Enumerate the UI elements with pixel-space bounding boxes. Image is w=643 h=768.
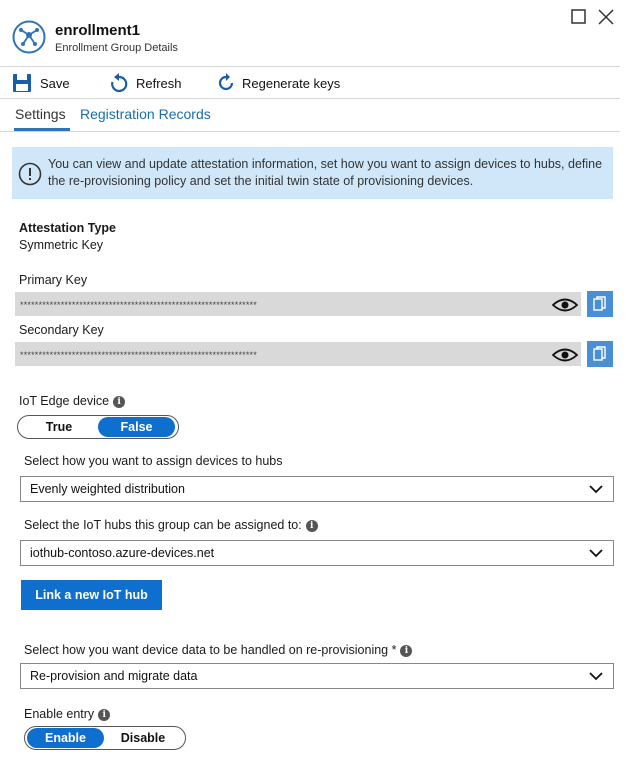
- assign-policy-value: Evenly weighted distribution: [30, 482, 185, 496]
- iot-edge-label: IoT Edge device: [19, 394, 110, 408]
- maximize-icon[interactable]: [570, 8, 588, 26]
- hubs-label: Select the IoT hubs this group can be assigned to:: [24, 518, 302, 532]
- secondary-key-value: ****************************************************************: [20, 350, 257, 360]
- save-icon: [12, 73, 32, 93]
- enable-entry-info-icon[interactable]: i: [98, 709, 110, 721]
- assign-label: Select how you want to assign devices to hubs: [24, 454, 283, 468]
- enrollment-group-icon: [12, 20, 46, 54]
- page-title: enrollment1: [55, 22, 141, 39]
- header-divider: [0, 66, 620, 67]
- enable-entry-label-row: [24, 707, 110, 721]
- tab-registration-records[interactable]: Registration Records: [80, 106, 211, 122]
- refresh-button[interactable]: [110, 72, 182, 94]
- refresh-icon: [110, 73, 128, 93]
- iot-hubs-dropdown[interactable]: [20, 540, 614, 566]
- tabs-divider: [0, 131, 620, 132]
- copy-icon: [593, 296, 607, 312]
- reprovision-policy-value: Re-provision and migrate data: [30, 669, 198, 683]
- copy-icon: [593, 346, 607, 362]
- iot-edge-toggle[interactable]: [17, 415, 179, 439]
- chevron-down-icon: [589, 484, 603, 494]
- copy-secondary-key-button[interactable]: [587, 341, 613, 367]
- reprovision-info-icon[interactable]: i: [400, 645, 412, 657]
- assign-policy-dropdown[interactable]: [20, 476, 614, 502]
- disable-option[interactable]: Disable: [120, 731, 166, 745]
- iot-edge-false-option[interactable]: False: [98, 417, 175, 437]
- chevron-down-icon: [589, 548, 603, 558]
- primary-key-value: ****************************************************************: [20, 300, 257, 310]
- copy-primary-key-button[interactable]: [587, 291, 613, 317]
- reprovision-policy-dropdown[interactable]: [20, 663, 614, 689]
- link-new-iot-hub-button[interactable]: Link a new IoT hub: [21, 580, 162, 610]
- refresh-label: Refresh: [136, 75, 182, 91]
- show-secondary-key-eye-icon[interactable]: [552, 347, 578, 363]
- enable-entry-toggle[interactable]: [24, 726, 186, 750]
- tab-settings[interactable]: Settings: [15, 106, 66, 122]
- chevron-down-icon: [589, 671, 603, 681]
- enable-option[interactable]: Enable: [27, 728, 104, 748]
- info-icon: [18, 162, 42, 186]
- reprovision-label-row: [24, 643, 412, 657]
- secondary-key-label: Secondary Key: [19, 323, 104, 337]
- regenerate-icon: [218, 73, 234, 93]
- attestation-type-value: Symmetric Key: [19, 238, 104, 252]
- iot-edge-info-icon[interactable]: i: [113, 396, 125, 408]
- regenerate-keys-button[interactable]: [218, 72, 340, 94]
- show-primary-key-eye-icon[interactable]: [552, 297, 578, 313]
- page-subtitle: Enrollment Group Details: [55, 42, 178, 54]
- primary-key-label: Primary Key: [19, 273, 88, 287]
- iot-edge-label-row: [19, 394, 125, 408]
- hubs-label-row: [24, 518, 318, 532]
- toolbar-divider: [0, 98, 620, 99]
- hubs-info-icon[interactable]: i: [306, 520, 318, 532]
- iot-edge-true-option[interactable]: True: [45, 420, 73, 434]
- reprovision-label: Select how you want device data to be handled on re-provisioning *: [24, 643, 397, 657]
- close-icon[interactable]: [597, 8, 615, 26]
- iot-hubs-value: iothub-contoso.azure-devices.net: [30, 546, 215, 560]
- attestation-type-label: Attestation Type: [19, 221, 116, 235]
- info-banner-text: You can view and update attestation information, set how you want to assign devices to hubs, define the re-provisioning policy and set the initial twin state of provisioning devices.: [48, 157, 603, 188]
- regenerate-label: Regenerate keys: [242, 75, 341, 91]
- save-button[interactable]: [12, 72, 70, 94]
- save-label: Save: [40, 75, 70, 91]
- enable-entry-label: Enable entry: [24, 707, 95, 721]
